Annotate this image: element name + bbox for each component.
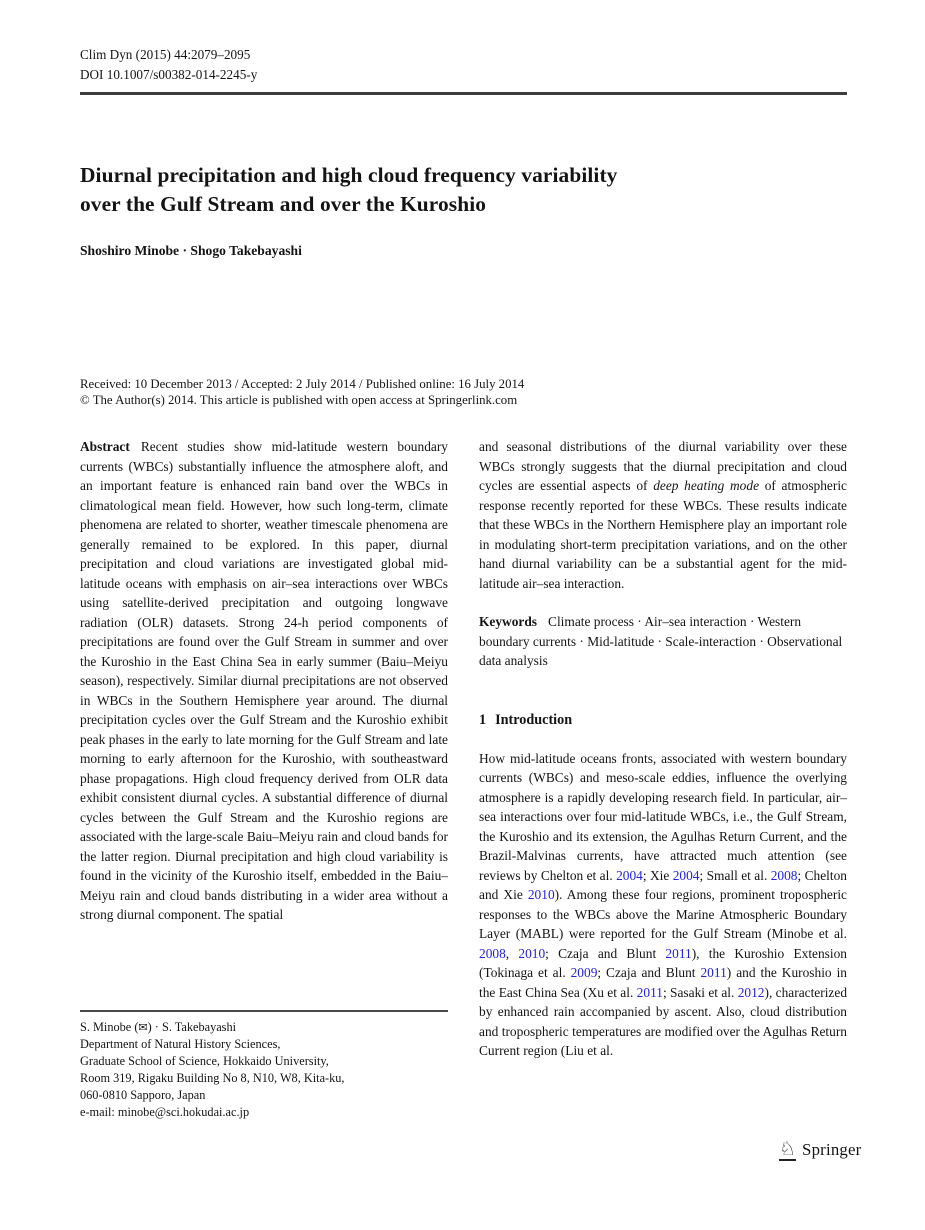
- right-column: [479, 437, 847, 1121]
- page-header: [80, 45, 257, 85]
- title-line-1: Diurnal precipitation and high cloud frequency variability: [80, 163, 618, 187]
- received-accepted-line: Received: 10 December 2013 / Accepted: 2 July 2014 / Published online: 16 July 2014: [80, 377, 525, 391]
- journal-citation: Clim Dyn (2015) 44:2079–2095: [80, 47, 251, 62]
- footnote-affiliation-line: Department of Natural History Sciences,: [80, 1037, 281, 1052]
- abstract-continued-paragraph: and seasonal distributions of the diurnal variability over these WBCs strongly suggests that the diurnal precipitation and cloud cycles are essential aspects of deep heating mode of atmospheric response recently reported for these WBCs. These results indicate that these WBCs in the Northern Hemisphere play an important role in modulating short-term precipitation variations, and on the other hand diurnal variability can be a substantial agent for the mid-latitude air–sea interaction.: [479, 439, 847, 591]
- intro-text-run: ; Small et al.: [699, 867, 771, 883]
- intro-text-run: ; Chelton and Xie: [479, 867, 847, 902]
- intro-text-run: ,: [505, 945, 519, 961]
- section-number: 1: [479, 711, 487, 728]
- springer-logo: [779, 1139, 861, 1161]
- springer-knight-icon: ♘: [779, 1138, 797, 1160]
- authors-line: Shoshiro Minobe · Shogo Takebayashi: [80, 243, 302, 258]
- footnote-authors: S. Minobe (✉) · S. Takebayashi: [80, 1019, 237, 1034]
- page-title: [80, 161, 820, 218]
- intro-text-run: ; Xie: [642, 867, 673, 883]
- doi: DOI 10.1007/s00382-014-2245-y: [80, 67, 258, 82]
- footnote-affiliation-line: Room 319, Rigaku Building No 8, N10, W8, Kita-ku,: [80, 1071, 345, 1086]
- abstract-label: Abstract: [80, 439, 130, 454]
- keywords-text: Climate process · Air–sea interaction · Western boundary currents · Mid-latitude · Scale-interaction · Observational data analysis: [479, 614, 843, 668]
- footnote-email-line: e-mail: minobe@sci.hokudai.ac.jp: [80, 1105, 250, 1120]
- envelope-icon: ✉: [138, 1020, 148, 1034]
- citation-link[interactable]: 2004: [672, 867, 700, 883]
- citation-link[interactable]: 2008: [770, 867, 798, 883]
- citation-link[interactable]: 2009: [570, 965, 598, 980]
- citation-link[interactable]: 2011: [665, 945, 692, 961]
- copyright-line: © The Author(s) 2014. This article is published with open access at Springerlink.com: [80, 393, 518, 407]
- section-title: Introduction: [495, 711, 573, 728]
- citation-link[interactable]: 2004: [616, 867, 643, 883]
- intro-paragraph: [479, 749, 847, 1061]
- citation-link[interactable]: 2010: [518, 945, 546, 961]
- citation-link[interactable]: 2011: [700, 965, 727, 980]
- intro-text-run: ), the Kuroshio Extension (Tokinaga et al.: [479, 945, 847, 980]
- footnote-affiliation-line: Graduate School of Science, Hokkaido University,: [80, 1054, 329, 1069]
- intro-text-run: ) and the Kuroshio in the East China Sea (Xu et al.: [479, 965, 847, 1000]
- left-column: [80, 437, 448, 1121]
- citation-link[interactable]: 2010: [527, 887, 555, 902]
- citation-link[interactable]: 2011: [636, 984, 663, 1000]
- citation-link[interactable]: 2008: [479, 945, 506, 961]
- author-footnote: [80, 1010, 448, 1121]
- keywords-paragraph: [479, 612, 847, 671]
- title-line-2: over the Gulf Stream and over the Kuroshio: [80, 191, 487, 216]
- citation-link[interactable]: 2012: [737, 984, 765, 1000]
- keywords-label: Keywords: [479, 614, 538, 629]
- intro-text-run: ), characterized by enhanced rain accompanied by ascent. Also, cloud distribution and tropospheric temperatures are modified over the Agulhas Return Current region (Liu et al.: [479, 984, 848, 1058]
- two-column-body: [80, 437, 847, 1121]
- section-heading-introduction: [479, 712, 847, 729]
- article-history: [80, 376, 524, 408]
- intro-text-run: How mid-latitude oceans fronts, associated with western boundary currents (WBCs) and meso-scale eddies, influence the overlying atmosphere is a rapidly developing research field. In particular, air–sea interactions over four mid-latitude WBCs, i.e., the Gulf Stream, the Kuroshio and its extension, the Agulhas Return Current, and the Brazil-Malvinas currents, have attracted much attention (see reviews by Chelton et al.: [479, 750, 847, 883]
- deep-heating-mode-italic: deep heating mode: [653, 478, 760, 493]
- footnote-affiliation-line: 060-0810 Sapporo, Japan: [80, 1088, 206, 1103]
- abstract-text-col1: Recent studies show mid-latitude western boundary currents (WBCs) substantially influence the atmosphere aloft, and an important feature is enhanced rain band over the WBCs in climatological mean field. However, how such long-term, climate phenomena are related to shorter, weather timescale phenomena are generally remained to be explored. In this paper, diurnal precipitation and cloud variations are investigated global mid-latitude oceans with emphasis on air–sea interactions over WBCs using satellite-derived precipitation and outgoing longwave radiation (OLR) datasets. Strong 24-h period components of precipitations are found over the Gulf Stream in summer and over the Kuroshio in the East China Sea in early summer (Baiu–Meiyu season), respectively. Similar diurnal precipitations are not observed in WBCs in the Southern Hemisphere year around. The diurnal precipitation cycles over the Gulf Stream and the Kuroshio exhibit peak phases in the early to late morning for the Gulf Stream and late morning to early afternoon for the Kuroshio, with southeastward phase propagations. High cloud frequency derived from OLR data exhibit consistent diurnal cycles. A substantial difference of diurnal cycles between the Gulf Stream and the Kuroshio regions are associated with the large-scale Baiu–Meiyu rain and cloud bands for the latter region. Diurnal precipitation and high cloud variability is found in the vicinity of the Kuroshio itself, embedded in the Baiu–Meiyu rain and cloud bands distributing in a wider area without a strong diurnal component. The spatial: [80, 439, 448, 922]
- intro-text-run: ). Among these four regions, prominent tropospheric responses to the WBCs above the Marine Atmospheric Boundary Layer (MABL) were reported for the Gulf Stream (Minobe et al.: [479, 887, 847, 941]
- abstract-paragraph: [80, 437, 448, 925]
- intro-text-run: ; Czaja and Blunt: [597, 965, 701, 980]
- header-rule: [80, 92, 847, 95]
- intro-text-run: ; Czaja and Blunt: [545, 945, 666, 961]
- intro-text-run: ; Sasaki et al.: [662, 984, 738, 1000]
- springer-wordmark: Springer: [802, 1140, 862, 1159]
